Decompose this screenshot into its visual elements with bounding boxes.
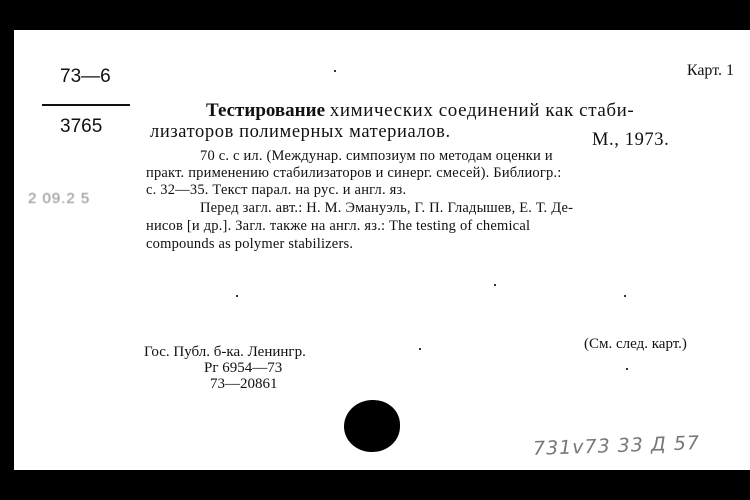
desc-line-6: compounds as polymer stabilizers. (146, 236, 354, 252)
speck (419, 348, 421, 350)
card-number: Карт. 1 (686, 62, 734, 79)
speck (236, 295, 238, 297)
call-number-bottom: 3765 (60, 116, 103, 137)
desc-line-3: с. 32—35. Текст парал. на рус. и англ. яз. (146, 182, 407, 198)
continued-note: (См. след. карт.) (584, 336, 687, 352)
desc-line-1: 70 с. с ил. (Междунар. симпозиум по методам оценки и (200, 148, 553, 164)
library-name: Гос. Публ. б-ка. Ленингр. (144, 344, 306, 360)
speck (494, 284, 496, 286)
entry-title-heading (206, 100, 634, 122)
desc-line-2: практ. применению стабилизаторов и синерг. смесей). Библиогр.: (146, 165, 562, 181)
speck (334, 70, 336, 72)
desc-line-5: нисов [и др.]. Загл. также на англ. яз.: The testing of chemical (146, 218, 531, 234)
library-code-2: 73—20861 (210, 376, 278, 392)
desc-line-4: Перед загл. авт.: Н. М. Эмануэль, Г. П. Гладышев, Е. Т. Де- (200, 200, 574, 216)
title-line1-rest: химических соединений как стаби- (329, 100, 635, 121)
title-bold-word: Тестирование (206, 100, 326, 121)
call-number-top: 73—6 (60, 66, 111, 87)
ink-stamp: 2 09.2 5 (28, 190, 91, 207)
pencil-annotation: 731v73 33 Д 57 (532, 432, 701, 460)
title-line2: лизаторов полимерных материалов. (150, 122, 451, 142)
catalog-card (14, 30, 750, 470)
publication-place-year: М., 1973. (592, 130, 670, 150)
call-number-rule (42, 104, 130, 106)
library-code-1: Рг 6954—73 (204, 360, 283, 376)
speck (626, 368, 628, 370)
speck (624, 295, 626, 297)
ink-blot (344, 400, 400, 452)
